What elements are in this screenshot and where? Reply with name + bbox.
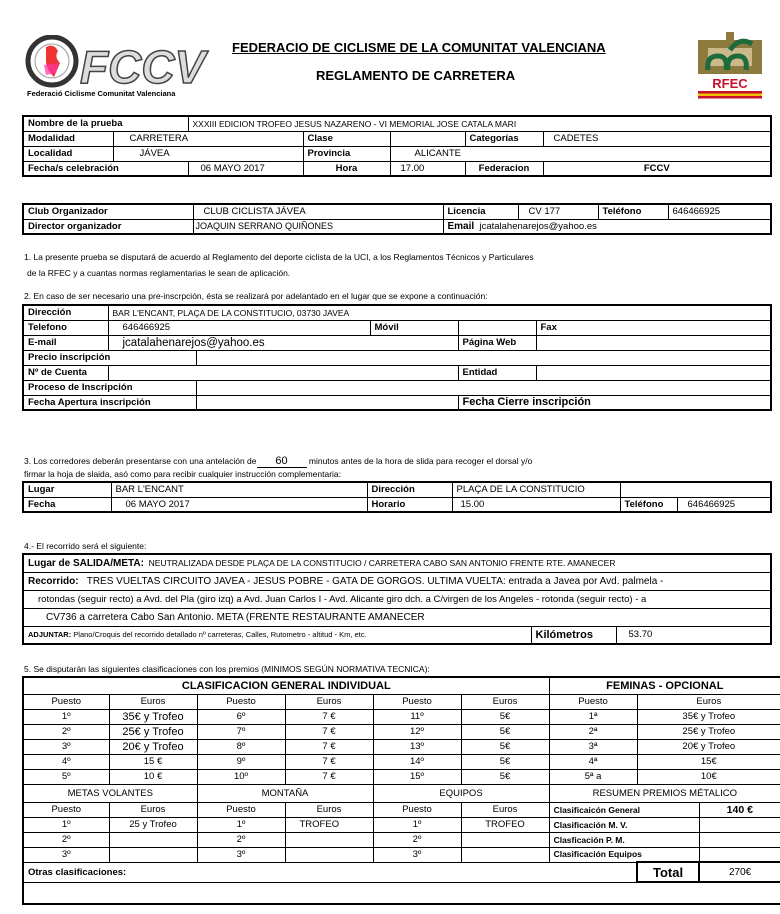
note4: 4.- El recorrido será el siguiente: — [24, 541, 147, 551]
puesto-cell: 6º — [197, 709, 285, 724]
direccion-value: PLAÇA DE LA CONSTITUCIO — [452, 482, 620, 497]
recorrido-line2: rotondas (seguir recto) a Avd. del Pla (giro izq) a Avd. Juan Carlos I - Avd. Alicante giro dch. a C/virgen de los Angeles - rotonda (seguir recto) - a — [23, 590, 771, 608]
col-puesto: Puesto — [373, 694, 461, 709]
euros-cell: 25 y Trofeo — [109, 817, 197, 832]
col-euros: Euros — [109, 802, 197, 817]
entidad-label: Entidad — [458, 365, 536, 380]
km-value: 53.70 — [616, 626, 771, 644]
recorrido-label: Recorrido: — [28, 575, 79, 587]
puesto-cell: 2º — [373, 832, 461, 847]
col-puesto: Puesto — [23, 802, 109, 817]
note2: 2. En caso de ser necesario una pre-inscrpción, ésta se realizará por adelantado en el lugar que se expone a continuación: — [24, 291, 488, 301]
euros-cell: 35€ y Trofeo — [637, 709, 780, 724]
table-row — [23, 754, 780, 769]
euros-cell: TROFEO — [461, 817, 549, 832]
adjuntar-row — [23, 626, 531, 644]
euros-cell: 5€ — [461, 709, 549, 724]
categorias-label: Categorías — [465, 131, 543, 146]
euros-cell: 15 € — [109, 754, 197, 769]
fax-label: Fax — [536, 320, 771, 335]
route-table — [22, 553, 772, 645]
euros-cell — [285, 832, 373, 847]
lugar-value: BAR L'ENCANT — [111, 482, 367, 497]
euros-cell: 7 € — [285, 754, 373, 769]
euros-cell: 7 € — [285, 739, 373, 754]
euros-cell: 20€ y Trofeo — [637, 739, 780, 754]
direccion-value: BAR L'ENCANT, PLAÇA DE LA CONSTITUCIO, 03730 JAVEA — [108, 305, 771, 320]
cierre-value[interactable] — [531, 428, 768, 446]
puesto-cell: 1º — [23, 709, 109, 724]
inscription-table — [22, 304, 772, 411]
telefono-label: Teléfono — [598, 204, 668, 219]
otras-label: Otras clasificaciones: — [23, 862, 637, 882]
licencia-label: Licencia — [443, 204, 518, 219]
fecha-value: 06 MAYO 2017 — [188, 161, 303, 176]
col-euros: Euros — [109, 694, 197, 709]
page-subtitle: REGLAMENTO DE CARRETERA — [316, 68, 516, 83]
email-label: Email — [447, 220, 475, 232]
puesto-cell: 2º — [197, 832, 285, 847]
nombre-value: XXXIII EDICION TROFEO JESUS NAZARENO - VI MEMORIAL JOSE CATALA MARI — [188, 116, 771, 131]
note3-post: minutos antes de la hora de slida para recoger el dorsal y/o — [308, 456, 533, 466]
euros-cell: 10 € — [109, 769, 197, 784]
salida-row — [23, 554, 771, 572]
telefono-label: Teléfono — [620, 497, 677, 512]
euros-cell: 5€ — [461, 769, 549, 784]
puesto-cell: 4ª — [549, 754, 637, 769]
fecha-value: 06 MAYO 2017 — [111, 497, 367, 512]
feminas-title: FEMINAS - OPCIONAL — [549, 677, 780, 694]
col-puesto: Puesto — [23, 694, 109, 709]
entidad-value[interactable] — [536, 365, 771, 380]
email-label: E-mail — [23, 335, 108, 350]
email-value: jcatalahenarejos@yahoo.es — [479, 220, 597, 232]
puesto-cell: 1º — [197, 817, 285, 832]
localidad-value: JÁVEA — [113, 146, 303, 161]
euros-cell: TROFEO — [285, 817, 373, 832]
note1-line2: de la RFEC y a cuantas normas reglamentarias le sean de aplicación. — [27, 268, 291, 278]
puesto-cell: 3º — [197, 847, 285, 862]
puesto-cell: 15º — [373, 769, 461, 784]
resumen-label: Clasificaicón General — [549, 802, 699, 817]
col-euros: Euros — [637, 694, 780, 709]
telefono-value: 646466925 — [668, 204, 771, 219]
proceso-value[interactable] — [196, 380, 771, 395]
euros-cell — [461, 832, 549, 847]
euros-cell: 25€ y Trofeo — [637, 724, 780, 739]
puesto-cell: 2ª — [549, 724, 637, 739]
recorrido-line3: CV736 a carretera Cabo San Antonio. META (FRENTE RESTAURANTE AMANECER — [23, 608, 771, 626]
provincia-label: Provincia — [303, 146, 390, 161]
fccv-caption: Federació Ciclisme Comunitat Valenciana — [27, 89, 176, 98]
table-row — [23, 832, 780, 847]
horario-label: Horario — [367, 497, 452, 512]
otras-value[interactable] — [23, 882, 780, 904]
antelacion-minutes: 60 — [257, 455, 307, 468]
table-row — [23, 817, 780, 832]
col-euros: Euros — [285, 694, 373, 709]
movil-value[interactable] — [458, 320, 536, 335]
svg-text:FCCV: FCCV — [80, 41, 206, 93]
nombre-label: Nombre de la prueba — [23, 116, 188, 131]
puesto-cell: 4º — [23, 754, 109, 769]
euros-cell: 5€ — [461, 754, 549, 769]
metas-title: METAS VOLANTES — [23, 784, 197, 802]
euros-cell — [109, 832, 197, 847]
km-label: Kilómetros — [531, 626, 616, 644]
organizer-table — [22, 203, 772, 235]
federacion-value: FCCV — [543, 161, 771, 176]
puesto-cell: 3ª — [549, 739, 637, 754]
clase-label: Clase — [303, 131, 390, 146]
euros-cell — [285, 847, 373, 862]
puesto-cell: 10º — [197, 769, 285, 784]
euros-cell: 5€ — [461, 739, 549, 754]
puesto-cell: 5ª a — [549, 769, 637, 784]
col-puesto: Puesto — [549, 694, 637, 709]
proceso-label: Proceso de Inscripción — [23, 380, 196, 395]
euros-cell — [109, 847, 197, 862]
svg-text:RFEC: RFEC — [712, 76, 748, 91]
puesto-cell: 2º — [23, 832, 109, 847]
salida-label: Lugar de SALIDA/META: — [28, 557, 144, 569]
general-title: CLASIFICACION GENERAL INDIVIDUAL — [23, 677, 549, 694]
cierre-label: Fecha Cierre inscripción — [458, 395, 771, 410]
resumen-value — [699, 832, 780, 847]
salida-value: NEUTRALIZADA DESDE PLAÇA DE LA CONSTITUCIO / CARRETERA CABO SAN ANTONIO FRENTE RTE. AMANECER — [148, 557, 616, 568]
clase-value — [390, 131, 465, 146]
puesto-cell: 1º — [373, 817, 461, 832]
fecha-label: Fecha/s celebración — [23, 161, 188, 176]
resumen-label: Clasificación M. V. — [549, 817, 699, 832]
equipos-title: EQUIPOS — [373, 784, 549, 802]
table-row — [23, 769, 780, 784]
adjuntar-value: Plano/Croquis del recorrido detallado nº carreteras, Calles, Rutometro - altitud - Km, etc. — [73, 630, 367, 640]
total-value: 270€ — [699, 862, 780, 882]
puesto-cell: 1º — [23, 817, 109, 832]
telefono-value: 646466925 — [677, 497, 771, 512]
euros-cell: 35€ y Trofeo — [109, 709, 197, 724]
euros-cell — [461, 847, 549, 862]
rfec-logo — [690, 30, 770, 100]
col-puesto: Puesto — [373, 802, 461, 817]
puesto-cell: 9º — [197, 754, 285, 769]
puesto-cell: 7º — [197, 724, 285, 739]
puesto-cell: 11º — [373, 709, 461, 724]
modalidad-label: Modalidad — [23, 131, 113, 146]
table-row — [23, 709, 780, 724]
precio-value[interactable] — [196, 350, 771, 365]
note1-line1: 1. La presente prueba se disputará de acuerdo al Reglamento del deporte ciclista de la UCI, a los Reglamentos Técnicos y Particulares — [24, 252, 534, 262]
puesto-cell: 8º — [197, 739, 285, 754]
horario-value: 15.00 — [452, 497, 620, 512]
hora-label: Hora — [303, 161, 390, 176]
email-cell — [443, 219, 771, 234]
apertura-value[interactable] — [196, 395, 458, 410]
puesto-cell: 3º — [23, 739, 109, 754]
total-label: Total — [637, 862, 699, 882]
euros-cell: 7 € — [285, 709, 373, 724]
col-puesto: Puesto — [197, 694, 285, 709]
table-row — [23, 847, 780, 862]
resumen-label: Clasficación P. M. — [549, 832, 699, 847]
web-label: Página Web — [458, 335, 536, 350]
localidad-label: Localidad — [23, 146, 113, 161]
table-row — [23, 724, 780, 739]
club-label: Club Organizador — [23, 204, 193, 219]
puesto-cell: 2º — [23, 724, 109, 739]
web-value[interactable] — [536, 335, 771, 350]
puesto-cell: 5º — [23, 769, 109, 784]
director-label: Director organizador — [23, 219, 193, 234]
note5: 5. Se disputarán las siguientes clasificaciones con los premios (MINIMOS SEGÚN NORMATIVA TECNICA): — [24, 664, 430, 674]
direccion-label: Dirección — [23, 305, 108, 320]
note3-line2: firmar la hoja de slaida, asó como para recibir cualquier instrucción complementaria: — [24, 469, 342, 479]
euros-cell: 15€ — [637, 754, 780, 769]
euros-cell: 5€ — [461, 724, 549, 739]
provincia-value: ALICANTE — [390, 146, 771, 161]
resumen-value — [699, 817, 780, 832]
resumen-title: RESUMEN PREMIOS MÉTALICO — [549, 784, 780, 802]
modalidad-value: CARRETERA — [113, 131, 303, 146]
lugar-label: Lugar — [23, 482, 111, 497]
puesto-cell: 13º — [373, 739, 461, 754]
montana-title: MONTAÑA — [197, 784, 373, 802]
federacion-label: Federacion — [465, 161, 543, 176]
cuenta-value[interactable] — [108, 365, 458, 380]
euros-cell: 10€ — [637, 769, 780, 784]
direccion-label: Dirección — [367, 482, 452, 497]
note3-line1 — [24, 455, 532, 468]
puesto-cell: 12º — [373, 724, 461, 739]
recorrido-line1: TRES VUELTAS CIRCUITO JAVEA - JESUS POBRE - GATA DE GORGOS. ULTIMA VUELTA: entrada a Javea por Avd. palmela - — [86, 575, 664, 587]
categorias-value: CADETES — [543, 131, 771, 146]
euros-cell: 20€ y Trofeo — [109, 739, 197, 754]
puesto-cell: 3º — [373, 847, 461, 862]
euros-cell: 7 € — [285, 724, 373, 739]
movil-label: Móvil — [370, 320, 458, 335]
club-value: CLUB CICLISTA JÁVEA — [193, 204, 443, 219]
page-title: FEDERACIO DE CICLISME DE LA COMUNITAT VALENCIANA — [232, 40, 606, 55]
email-value: jcatalahenarejos@yahoo.es — [108, 335, 458, 350]
apertura-label: Fecha Apertura inscripción — [23, 395, 196, 410]
adjuntar-label: ADJUNTAR: — [28, 630, 72, 640]
meeting-table — [22, 481, 772, 513]
resumen-label: Clasificación Equipos — [549, 847, 699, 862]
precio-label: Precio inscripción — [23, 350, 196, 365]
note3-pre: 3. Los corredores deberán presentarse con una antelación de — [24, 456, 257, 466]
col-euros: Euros — [285, 802, 373, 817]
col-euros: Euros — [461, 694, 549, 709]
fecha-label: Fecha — [23, 497, 111, 512]
puesto-cell: 14º — [373, 754, 461, 769]
telefono-value: 646466925 — [108, 320, 370, 335]
prizes-table — [22, 676, 780, 905]
table-row — [23, 739, 780, 754]
resumen-value: 140 € — [699, 802, 780, 817]
puesto-cell: 3º — [23, 847, 109, 862]
licencia-value: CV 177 — [518, 204, 598, 219]
euros-cell: 25€ y Trofeo — [109, 724, 197, 739]
cuenta-label: Nº de Cuenta — [23, 365, 108, 380]
hora-value: 17.00 — [390, 161, 465, 176]
puesto-cell: 1ª — [549, 709, 637, 724]
telefono-label: Telefono — [23, 320, 108, 335]
resumen-value — [699, 847, 780, 862]
director-value: JOAQUIN SERRANO QUIÑONES — [193, 219, 443, 234]
recorrido-row — [23, 572, 771, 590]
euros-cell: 7 € — [285, 769, 373, 784]
col-puesto: Puesto — [197, 802, 285, 817]
col-euros: Euros — [461, 802, 549, 817]
event-table — [22, 115, 772, 177]
